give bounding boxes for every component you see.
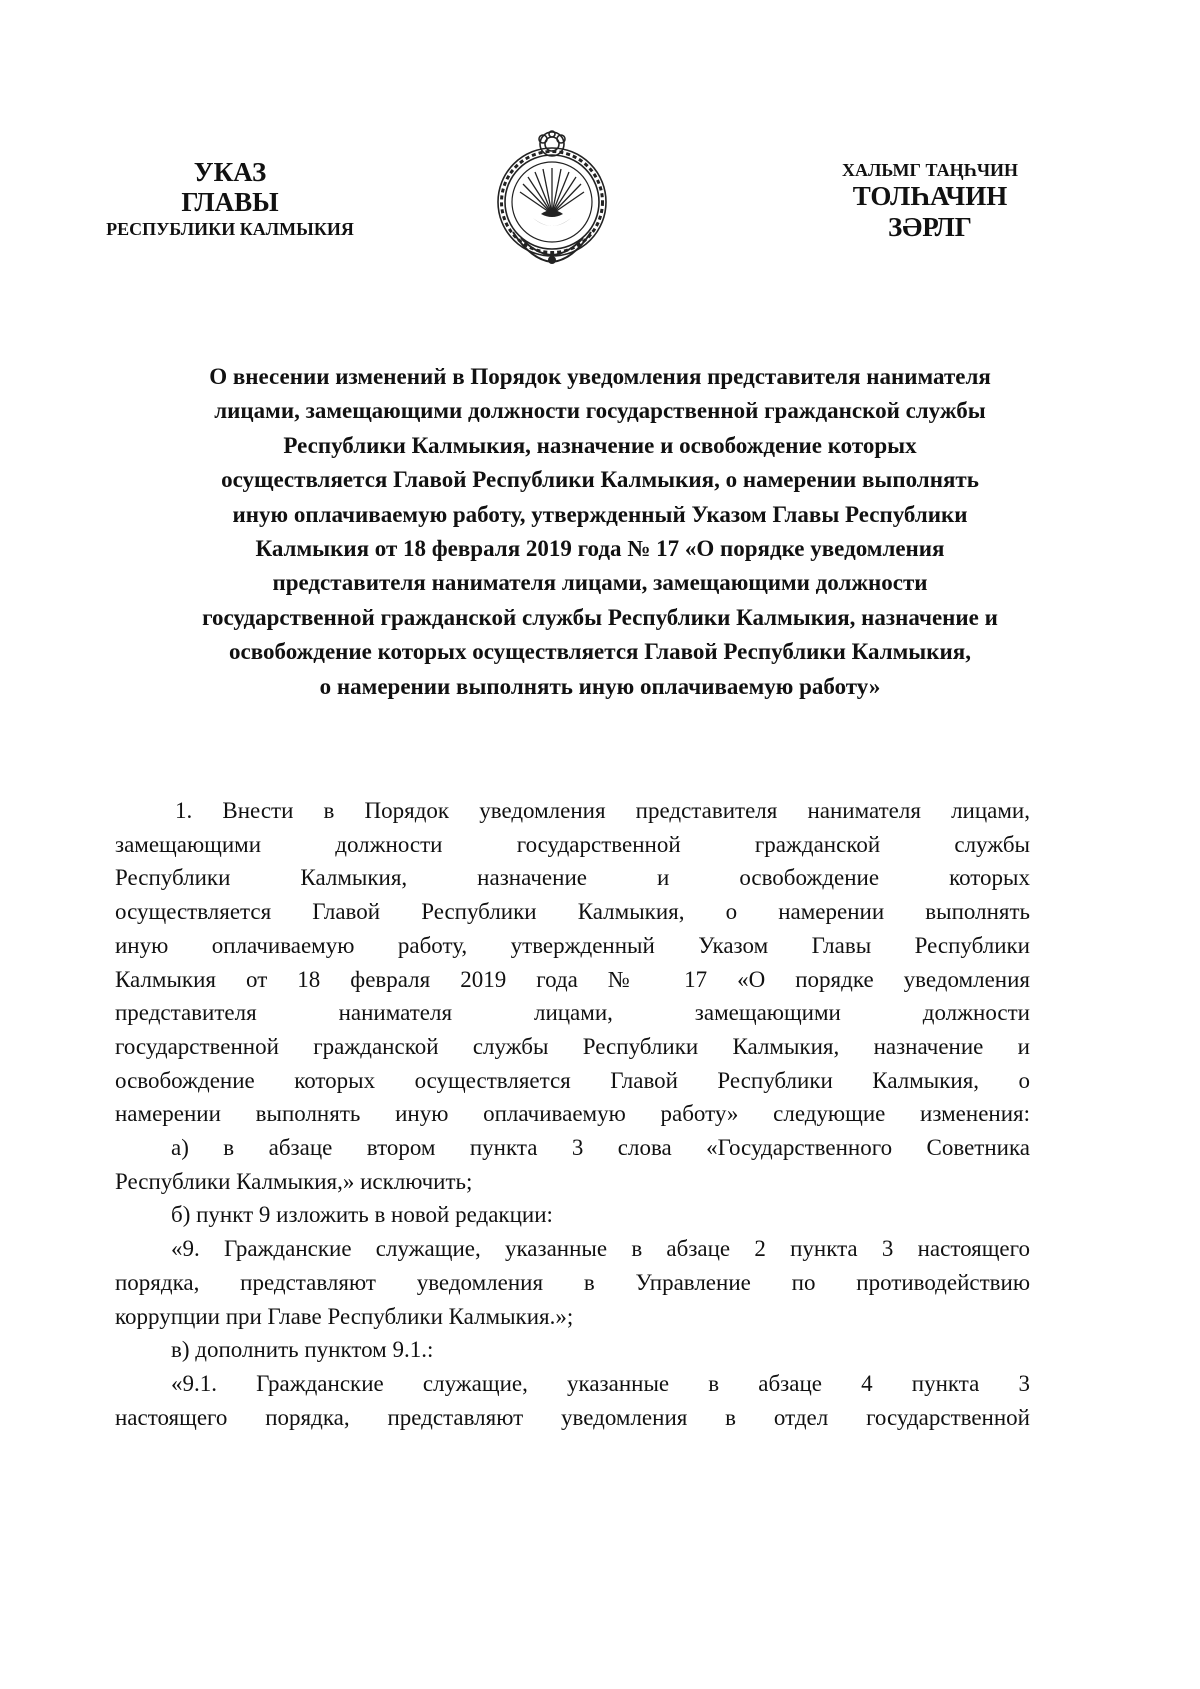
head-label: ГЛАВЫ [181, 186, 279, 217]
body-line: а) в абзаце втором пункта 3 слова «Государственного Советника [171, 1135, 1030, 1161]
body-line: б) пункт 9 изложить в новой редакции: [171, 1202, 553, 1228]
republic-label: РЕСПУБЛИКИ КАЛМЫКИЯ [106, 219, 354, 240]
title-line: О внесении изменений в Порядок уведомления представителя нанимателя [209, 364, 991, 389]
document-body [115, 794, 1030, 1434]
kalmyk-header-line2: ТОЛҺАЧИН [852, 180, 1008, 211]
body-line: 1. Внести в Порядок уведомления представителя нанимателя лицами, [175, 798, 1030, 823]
header-left [80, 158, 380, 240]
body-line: порядка, представляют уведомления в Управление по противодействию [115, 1269, 1030, 1295]
title-line: Калмыкия от 18 февраля 2019 года № 17 «О порядке уведомления [255, 536, 945, 562]
body-line: настоящего порядка, представляют уведомления в отдел государственной [115, 1404, 1030, 1430]
title-line: иную оплачиваемую работу, утвержденный Указом Главы Республики [232, 501, 968, 527]
body-line: Калмыкия от 18 февраля 2019 года № 17 «О порядке уведомления [115, 966, 1030, 992]
body-line: иную оплачиваемую работу, утвержденный Указом Главы Республики [115, 932, 1030, 958]
kalmyk-header-line1: ХАЛЬМГ ТАҢҺЧИН [841, 160, 1019, 180]
body-line: коррупции при Главе Республики Калмыкия.»; [115, 1303, 574, 1329]
title-line: представителя нанимателя лицами, замещающими должности [272, 570, 928, 596]
header-right [790, 160, 1070, 243]
body-line: Республики Калмыкия,» исключить; [115, 1168, 473, 1194]
body-line: «9.1. Гражданские служащие, указанные в абзаце 4 пункта 3 [171, 1370, 1030, 1396]
body-line: в) дополнить пунктом 9.1.: [171, 1337, 434, 1363]
body-line: намерении выполнять иную оплачиваемую работу» следующие изменения: [115, 1101, 1030, 1127]
title-line: лицами, замещающими должности государственной гражданской службы [214, 398, 986, 424]
body-line: замещающими должности государственной гражданской службы [115, 831, 1030, 857]
kalmykia-emblem-icon [491, 122, 613, 272]
title-line: осуществляется Главой Республики Калмыкия, о намерении выполнять [221, 467, 979, 493]
body-line: «9. Гражданские служащие, указанные в абзаце 2 пункта 3 настоящего [171, 1236, 1030, 1262]
title-line: Республики Калмыкия, назначение и освобождение которых [283, 432, 917, 458]
document-title [110, 360, 1090, 704]
body-line: представителя нанимателя лицами, замещающими должности [115, 1000, 1030, 1026]
kalmyk-header-line3: ЗӘРЛГ [888, 211, 972, 242]
title-line: освобождение которых осуществляется Главой Республики Калмыкия, [229, 639, 971, 665]
decree-label: УКАЗ [193, 157, 267, 187]
body-line: осуществляется Главой Республики Калмыкия, о намерении выполнять [115, 899, 1030, 925]
body-line: государственной гражданской службы Республики Калмыкия, назначение и [115, 1033, 1030, 1059]
title-line: о намерении выполнять иную оплачиваемую работу» [319, 673, 881, 699]
body-line: освобождение которых осуществляется Главой Республики Калмыкия, о [115, 1067, 1030, 1093]
title-line: государственной гражданской службы Республики Калмыкия, назначение и [202, 604, 998, 630]
body-line: Республики Калмыкия, назначение и освобождение которых [115, 865, 1030, 891]
